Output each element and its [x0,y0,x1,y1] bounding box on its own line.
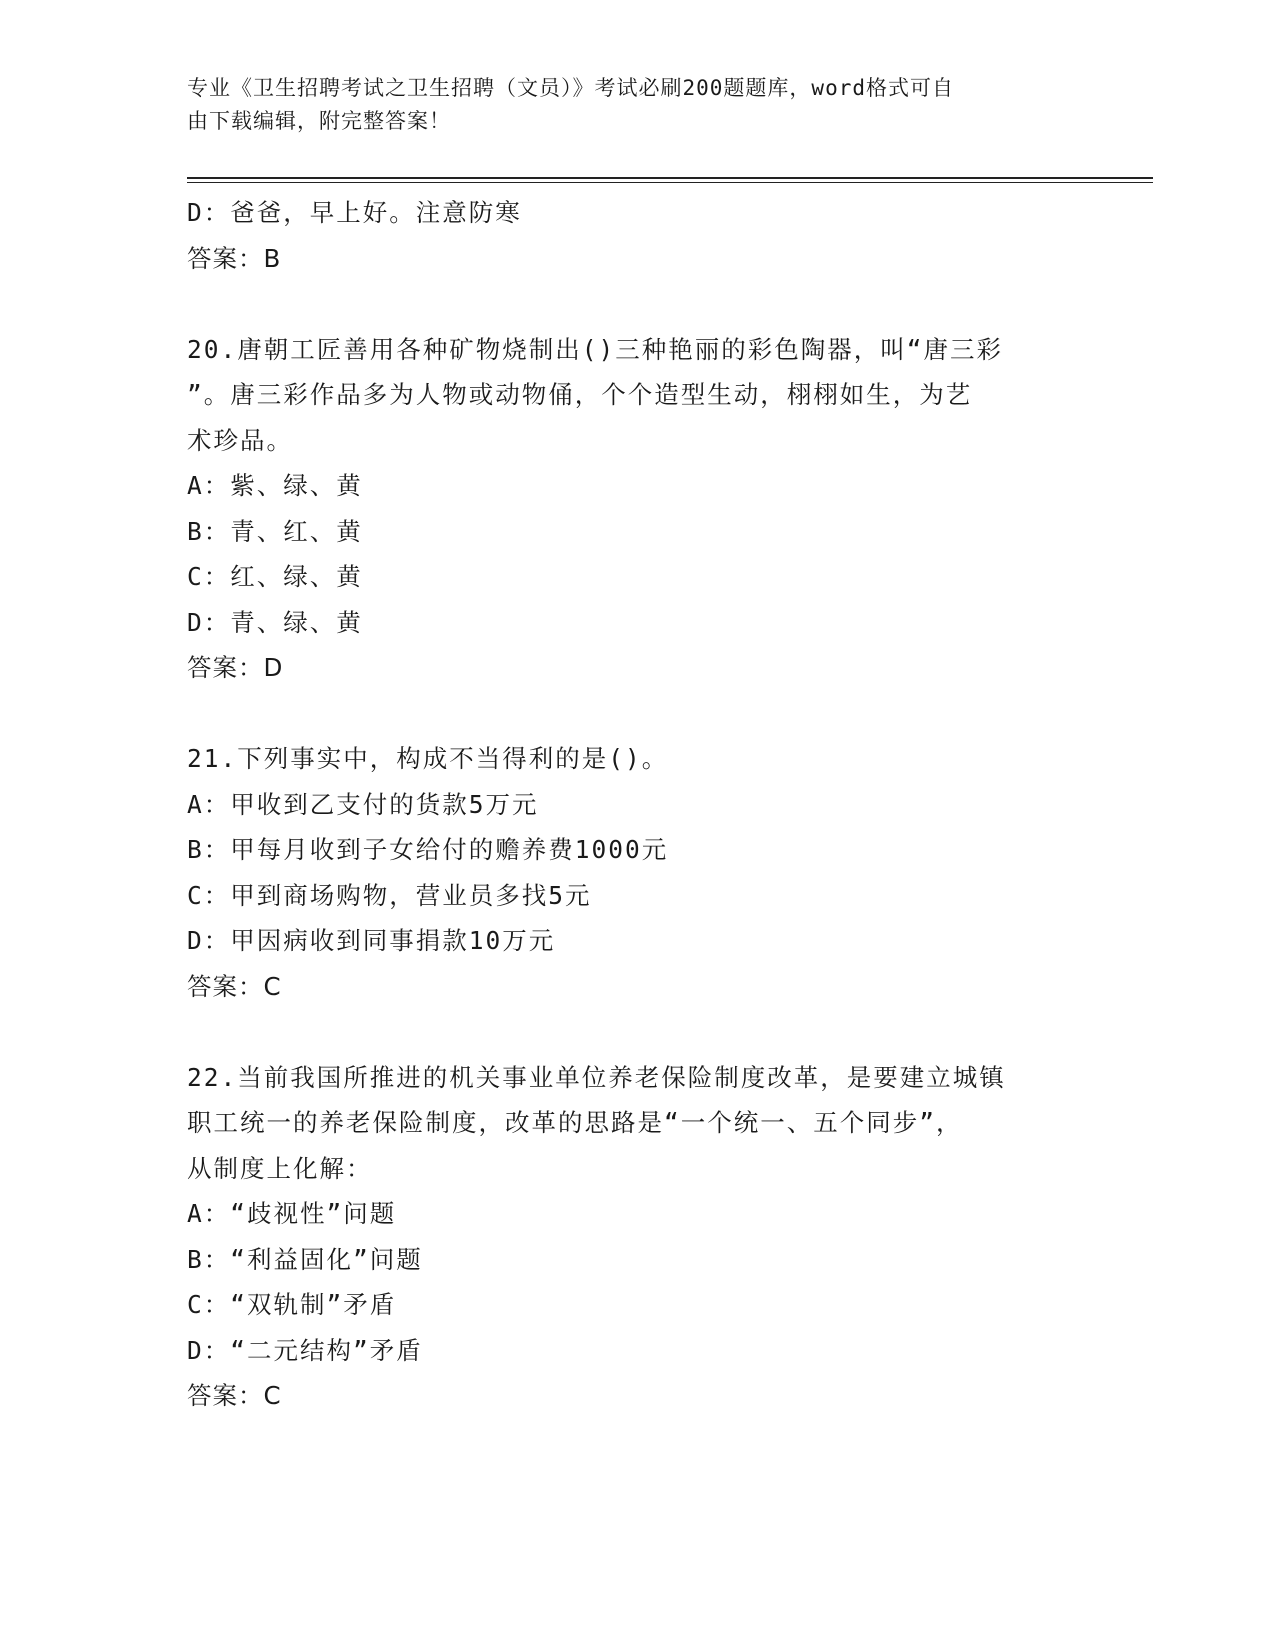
q21-option-b: B：甲每月收到子女给付的赡养费1000元 [187,835,669,864]
q22-stem-line: 22.当前我国所推进的机关事业单位养老保险制度改革，是要建立城镇 [187,1062,1006,1092]
q20-answer: 答案：D [187,653,284,682]
header-divider-thin [187,182,1153,183]
header-divider-thick [187,177,1153,179]
q22-option-d: D：“二元结构”矛盾 [187,1335,423,1365]
q21-option-d: D：甲因病收到同事捐款10万元 [187,926,556,955]
q22-answer: 答案：C [187,1381,282,1410]
question-20 [187,327,1087,691]
header-line-2: 由下载编辑，附完整答案！ [187,109,451,133]
q22-stem-line: 职工统一的养老保险制度，改革的思路是“一个统一、五个同步”， [187,1108,963,1137]
q19-option-d: D：爸爸，早上好。注意防寒 [187,198,522,227]
q20-option-d: D：青、绿、黄 [187,607,363,637]
q20-option-c: C：红、绿、黄 [187,562,363,591]
q22-option-b: B：“利益固化”问题 [187,1244,423,1274]
q20-option-b: B：青、红、黄 [187,516,363,546]
q20-stem-line: 20.唐朝工匠善用各种矿物烧制出()三种艳丽的彩色陶器，叫“唐三彩 [187,334,1003,364]
q20-stem-line: ”。唐三彩作品多为人物或动物俑，个个造型生动，栩栩如生，为艺 [187,380,973,409]
page-header [187,72,1067,138]
q21-stem-line: 21.下列事实中，构成不当得利的是()。 [187,744,669,773]
q20-option-a: A：紫、绿、黄 [187,471,363,500]
q19-answer: 答案：B [187,243,282,273]
q20-stem-line: 术珍品。 [187,425,293,455]
q21-answer: 答案：C [187,971,282,1001]
question-22 [187,1055,1087,1419]
question-list [187,190,1087,1419]
q21-option-a: A：甲收到乙支付的货款5万元 [187,789,539,819]
question-21 [187,736,1087,1009]
q22-option-a: A：“歧视性”问题 [187,1199,397,1228]
q21-option-c: C：甲到商场购物，营业员多找5元 [187,880,592,910]
q22-option-c: C：“双轨制”矛盾 [187,1290,397,1319]
header-line-1: 专业《卫生招聘考试之卫生招聘（文员）》考试必刷200题题库，word格式可自 [187,76,954,100]
q22-stem-line: 从制度上化解： [187,1153,373,1183]
